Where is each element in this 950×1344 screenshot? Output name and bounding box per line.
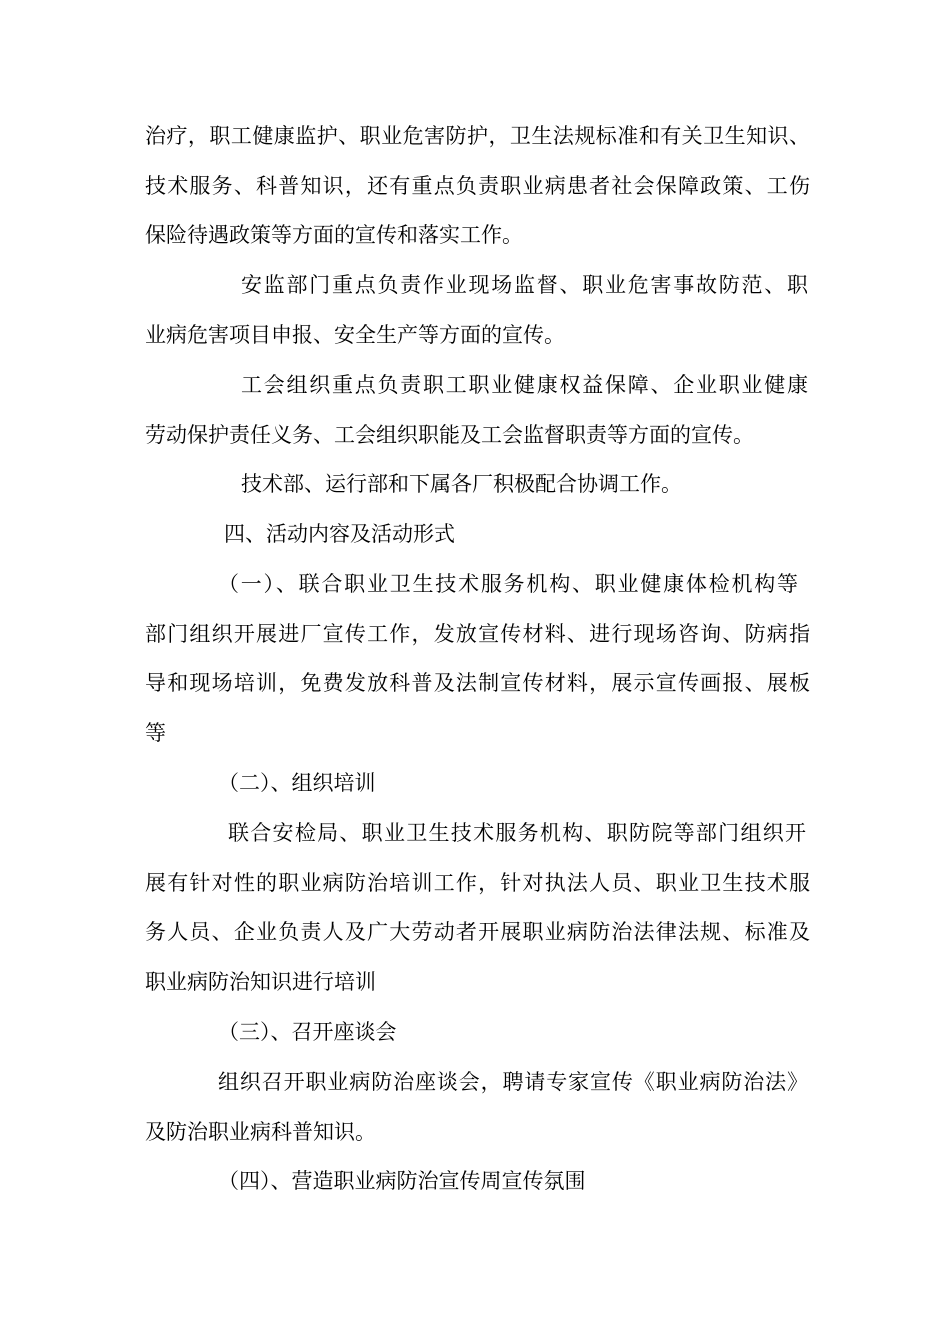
section-heading: 四、活动内容及活动形式	[224, 522, 455, 546]
subsection-heading: （二）、组织培训	[218, 771, 376, 795]
paragraph-line: 安监部门重点负责作业现场监督、职业危害事故防范、职	[241, 273, 808, 297]
subsection-heading: （四）、营造职业病防治宣传周宣传氛围	[218, 1169, 586, 1193]
paragraph-line: 治疗，职工健康监护、职业危害防护，卫生法规标准和有关卫生知识、	[145, 124, 810, 148]
paragraph-line: 组织召开职业病防治座谈会，聘请专家宣传《职业病防治法》	[218, 1070, 808, 1094]
paragraph-line: 展有针对性的职业病防治培训工作，针对执法人员、职业卫生技术服	[145, 871, 810, 895]
paragraph-line: 联合安检局、职业卫生技术服务机构、职防院等部门组织开	[228, 821, 806, 845]
paragraph-line: 技术服务、科普知识，还有重点负责职业病患者社会保障政策、工伤	[145, 174, 810, 198]
paragraph-line: 业病危害项目申报、安全生产等方面的宣传。	[145, 323, 565, 347]
paragraph-line: 技术部、运行部和下属各厂积极配合协调工作。	[241, 472, 682, 496]
paragraph-line: 工会组织重点负责职工职业健康权益保障、企业职业健康	[241, 373, 808, 397]
subsection-heading: （三）、召开座谈会	[218, 1020, 397, 1044]
paragraph-line: 务人员、企业负责人及广大劳动者开展职业病防治法律法规、标准及	[145, 920, 810, 944]
paragraph-line: 导和现场培训，免费发放科普及法制宣传材料，展示宣传画报、展板	[145, 671, 810, 695]
paragraph-line: 及防治职业病科普知识。	[145, 1120, 376, 1144]
paragraph-line: 等	[145, 721, 166, 745]
paragraph-line: 职业病防治知识进行培训	[145, 970, 376, 994]
paragraph-line: 劳动保护责任义务、工会组织职能及工会监督职责等方面的宣传。	[145, 423, 754, 447]
paragraph-line: 部门组织开展进厂宣传工作，发放宣传材料、进行现场咨询、防病指	[145, 622, 810, 646]
subsection-heading: （一）、联合职业卫生技术服务机构、职业健康体检机构等	[218, 572, 798, 596]
paragraph-line: 保险待遇政策等方面的宣传和落实工作。	[145, 223, 523, 247]
